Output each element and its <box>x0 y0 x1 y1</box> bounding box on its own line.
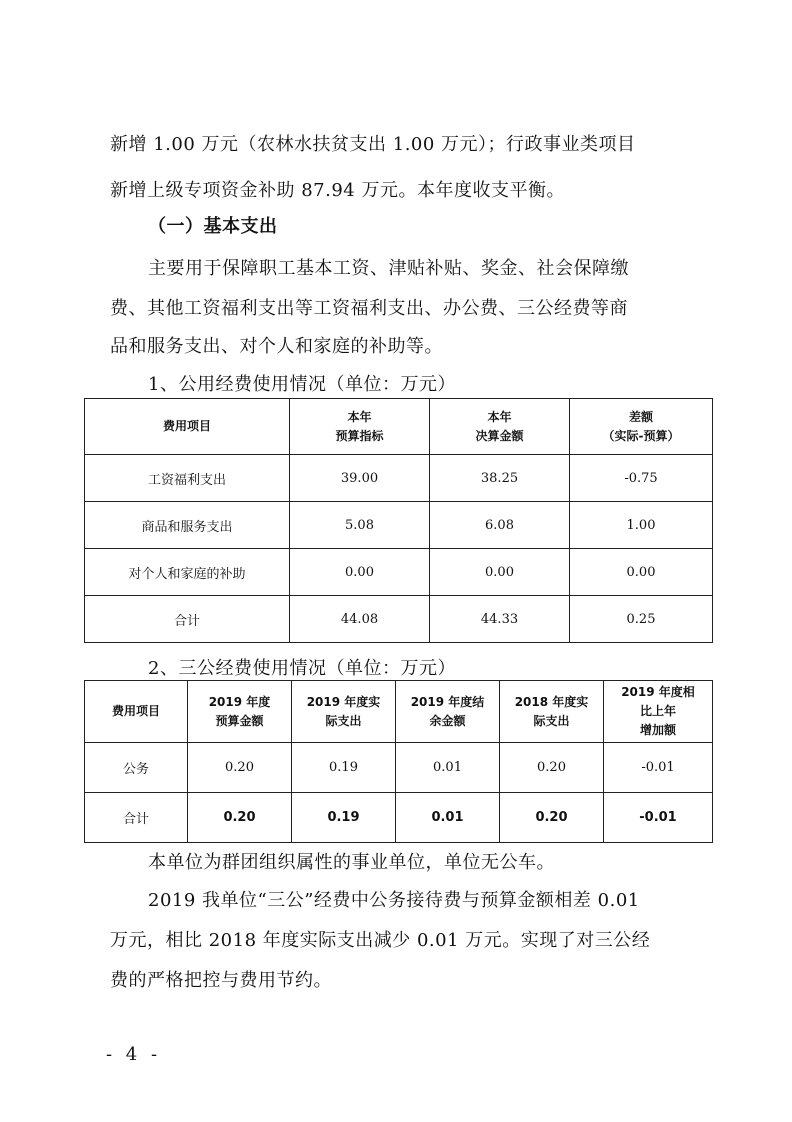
paragraph-line: 万元，相比 2018 年度实际支出减少 0.01 万元。实现了对三公经 <box>110 930 651 951</box>
table-cell: 44.33 <box>430 596 570 643</box>
table-cell: -0.01 <box>604 793 713 843</box>
table-row <box>85 455 713 502</box>
paragraph-line: 费的严格把控与费用节约。 <box>110 970 332 991</box>
table-cell: 0.00 <box>430 549 570 596</box>
three-public-expense-table <box>84 680 713 843</box>
table-cell: 工资福利支出 <box>85 455 290 502</box>
table-cell: 公务 <box>85 743 188 793</box>
table-row <box>85 549 713 596</box>
paragraph-line: 新增 1.00 万元（农林水扶贫支出 1.00 万元）；行政事业类项目 <box>110 134 636 155</box>
table-cell: 6.08 <box>430 502 570 549</box>
header-cell: 2019 年度结 余金额 <box>396 681 500 743</box>
table-cell: 0.19 <box>292 793 396 843</box>
paragraph-line: 费、其他工资福利支出等工资福利支出、办公费、三公经费等商 <box>110 298 628 319</box>
header-cell: 差额 （实际-预算） <box>570 399 713 455</box>
paragraph-line: 主要用于保障职工基本工资、津贴补贴、奖金、社会保障缴 <box>148 258 629 279</box>
table-cell: 对个人和家庭的补助 <box>85 549 290 596</box>
public-expense-table <box>84 398 713 643</box>
paragraph-line: 2019 我单位“三公”经费中公务接待费与预算金额相差 0.01 <box>148 890 640 911</box>
table-row <box>85 743 713 793</box>
paragraph-line: 本单位为群团组织属性的事业单位，单位无公车。 <box>148 852 555 873</box>
table-total-row <box>85 596 713 643</box>
table-cell: -0.75 <box>570 455 713 502</box>
table-cell: 0.01 <box>396 793 500 843</box>
header-cell: 费用项目 <box>85 681 188 743</box>
table-cell: 合计 <box>85 793 188 843</box>
header-cell: 本年 预算指标 <box>290 399 430 455</box>
table-cell: -0.01 <box>604 743 713 793</box>
table-cell: 0.20 <box>500 793 604 843</box>
table-cell: 0.20 <box>500 743 604 793</box>
header-cell: 2019 年度 预算金额 <box>188 681 292 743</box>
table-cell: 44.08 <box>290 596 430 643</box>
paragraph-line: 新增上级专项资金补助 87.94 万元。本年度收支平衡。 <box>110 180 565 201</box>
header-cell: 费用项目 <box>85 399 290 455</box>
table-cell: 5.08 <box>290 502 430 549</box>
table-cell: 0.19 <box>292 743 396 793</box>
table-cell: 0.00 <box>290 549 430 596</box>
header-cell: 2019 年度相 比上年 增加额 <box>604 681 713 743</box>
paragraph-line: 品和服务支出、对个人和家庭的补助等。 <box>110 336 443 357</box>
table-cell: 0.20 <box>188 743 292 793</box>
section-heading: （一）基本支出 <box>148 216 278 237</box>
table-cell: 0.01 <box>396 743 500 793</box>
table-cell: 38.25 <box>430 455 570 502</box>
table2-caption: 2、三公经费使用情况（单位：万元） <box>148 658 456 679</box>
table1-caption: 1、公用经费使用情况（单位：万元） <box>148 374 456 395</box>
table-row <box>85 502 713 549</box>
header-cell: 2018 年度实 际支出 <box>500 681 604 743</box>
header-cell: 本年 决算金额 <box>430 399 570 455</box>
table-total-row <box>85 793 713 843</box>
table-cell: 0.25 <box>570 596 713 643</box>
table-cell: 商品和服务支出 <box>85 502 290 549</box>
table-cell: 0.00 <box>570 549 713 596</box>
table-cell: 39.00 <box>290 455 430 502</box>
table-cell: 0.20 <box>188 793 292 843</box>
table-cell: 1.00 <box>570 502 713 549</box>
header-cell: 2019 年度实 际支出 <box>292 681 396 743</box>
table-cell: 合计 <box>85 596 290 643</box>
page-number: - 4 - <box>106 1044 162 1065</box>
